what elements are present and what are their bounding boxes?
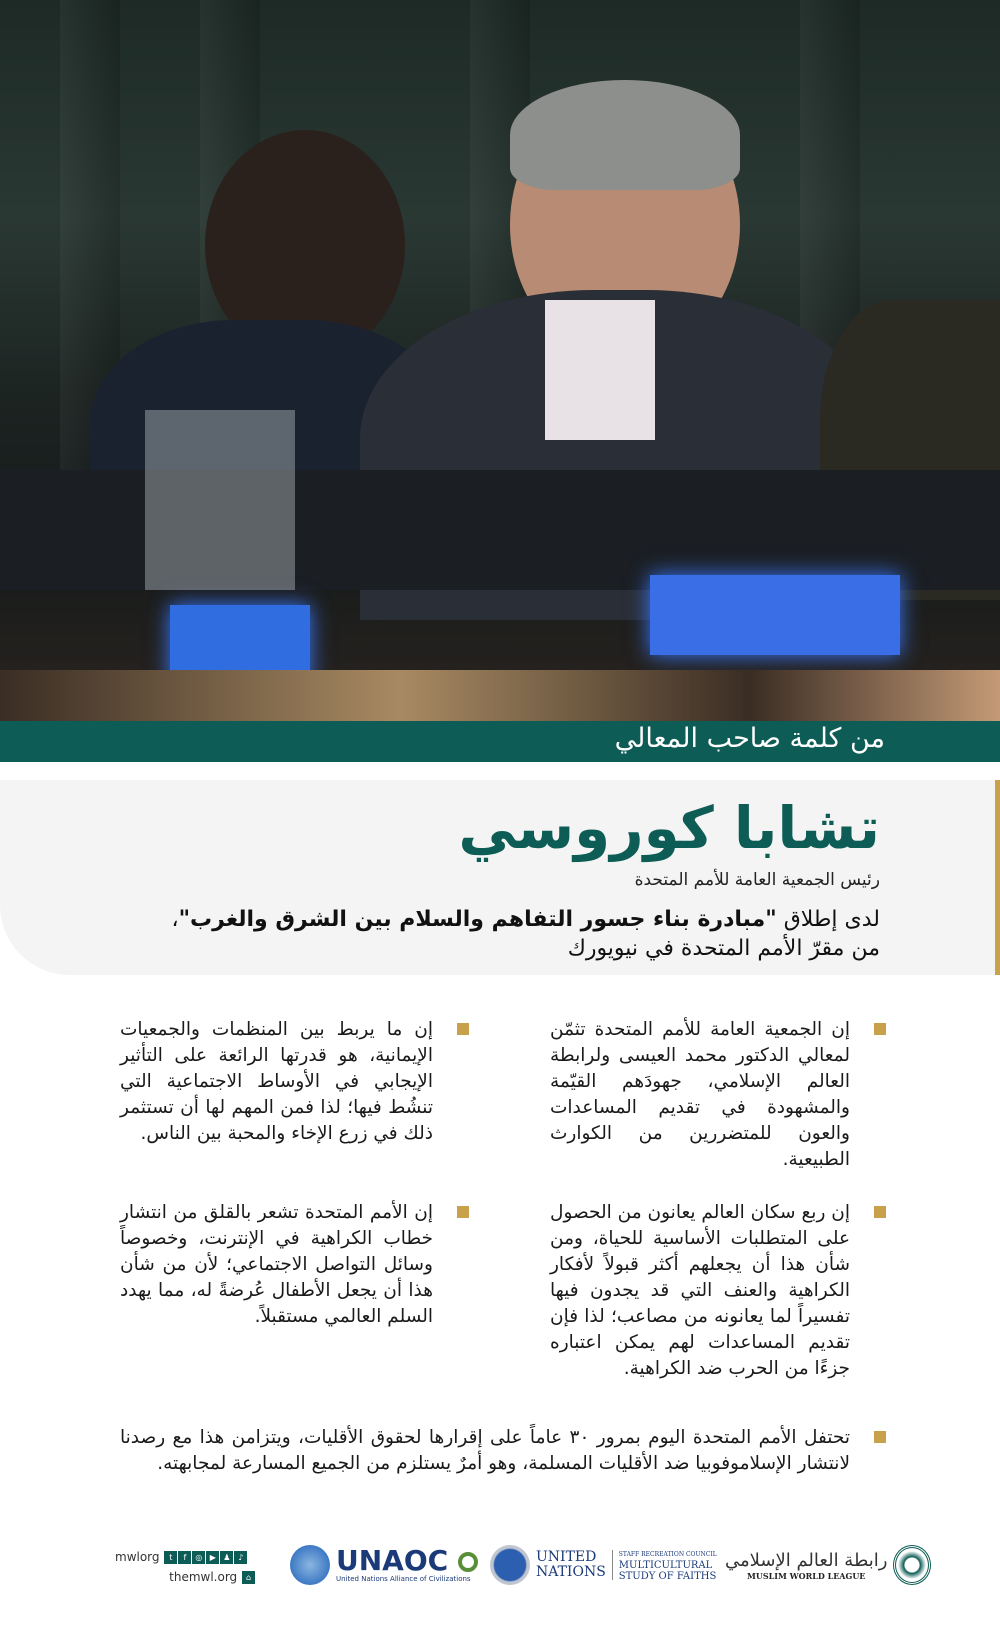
unaoc-subtitle: United Nations Alliance of Civilizations (336, 1575, 471, 1583)
band-title: من كلمة صاحب المعالي (614, 723, 885, 754)
occasion-text (171, 905, 880, 963)
social-links (115, 1550, 255, 1584)
speaker-card (0, 780, 1000, 975)
speaker-name: تشابا كوروسي (458, 794, 880, 862)
bullet-item (550, 1200, 850, 1382)
bullet-text: إن الجمعية العامة للأمم المتحدة تثمّن لمعالي الدكتور محمد العيسى ولرابطة العالم الإسلامي، جهودَهم القيّمة والمشهودة في تقديم المساعدات والعون للمتضررين من الكوارث الطبيعية. (550, 1019, 850, 1170)
unaoc-text: UNAOC (336, 1544, 449, 1577)
youtube-icon[interactable]: ▶ (206, 1551, 219, 1564)
mwl-emblem-icon (893, 1545, 931, 1585)
bullet-square-icon (874, 1023, 886, 1035)
bullet-item (550, 1017, 850, 1173)
occasion-prefix: لدى إطلاق (776, 907, 880, 932)
social-handle: mwlorg (115, 1550, 160, 1564)
bullet-square-icon (457, 1206, 469, 1218)
speaker-role: رئيس الجمعية العامة للأمم المتحدة (634, 870, 880, 890)
un-faiths-logo (490, 1545, 717, 1585)
bullet-square-icon (874, 1206, 886, 1218)
occasion-location: من مقرّ الأمم المتحدة في نيويورك (567, 936, 880, 961)
website-link[interactable]: themwl.org (169, 1570, 238, 1584)
snapchat-icon[interactable]: ♟ (220, 1551, 233, 1564)
eye-icon (458, 1552, 478, 1572)
dove-emblem-icon (490, 1545, 530, 1585)
council-small: STAFF RECREATION COUNCIL (618, 1550, 717, 1558)
mwl-arabic: رابطة العالم الإسلامي (725, 1549, 888, 1571)
footer-logos (0, 1545, 1000, 1595)
bullet-text: إن الأمم المتحدة تشعر بالقلق من انتشار خطاب الكراهية في الإنترنت، وخصوصاً وسائل التواصل الاجتماعي؛ لأن من شأن هذا أن يجعل الأطفال عُرضةً له، مما يهدد السلم العالمي مستقبلاً. (120, 1202, 433, 1327)
council-line2: STUDY OF FAITHS (618, 1570, 717, 1582)
un-emblem-icon (290, 1545, 330, 1585)
section-band (0, 721, 1000, 762)
unaoc-logo (290, 1545, 478, 1585)
hero-photo (0, 0, 1000, 721)
un-line2: NATIONS (536, 1564, 606, 1580)
bullet-text: تحتفل الأمم المتحدة اليوم بمرور ٣٠ عاماً على إقرارها لحقوق الأقليات، ويتزامن هذا مع رصدنا لانتشار الإسلاموفوبيا ضد الأقليات المسلمة، وهو أمرٌ يستلزم من الجميع المسارعة لمجابهته. (120, 1427, 850, 1474)
tiktok-icon[interactable]: ♪ (234, 1551, 247, 1564)
council-line1: MULTICULTURAL (618, 1559, 713, 1571)
bullet-item (120, 1425, 850, 1477)
un-line1: UNITED (536, 1549, 597, 1565)
occasion-suffix: ، (171, 907, 179, 932)
bullet-text: إن ربع سكان العالم يعانون من الحصول على المتطلبات الأساسية للحياة، ومن شأن هذا أن يجعلهم أكثر قبولاً لأفكار الكراهية والعنف التي قد يجدون فيها تفسيراً لما يعانونه من مصاعب؛ لذا فإن تقديم المساعدات لهم يمكن اعتباره جزءًا من الحرب ضد الكراهية. (550, 1202, 850, 1379)
bullet-square-icon (874, 1431, 886, 1443)
twitter-icon[interactable]: t (164, 1551, 177, 1564)
bullet-text: إن ما يربط بين المنظمات والجمعيات الإيمانية، هو قدرتها الرائعة على التأثير الإيجابي في الأوساط الاجتماعية التي تنشُط فيها؛ لذا فمن المهم لها أن تستثمر ذلك في زرع الإخاء والمحبة بين الناس. (120, 1019, 433, 1144)
bullet-item (120, 1017, 433, 1147)
mwl-logo (725, 1545, 931, 1585)
mwl-english: MUSLIM WORLD LEAGUE (747, 1570, 866, 1581)
bullet-square-icon (457, 1023, 469, 1035)
facebook-icon[interactable]: f (178, 1551, 191, 1564)
bullet-item (120, 1200, 433, 1330)
initiative-name: "مبادرة بناء جسور التفاهم والسلام بين الشرق والغرب" (178, 907, 777, 932)
home-icon[interactable]: ⌂ (242, 1571, 255, 1584)
instagram-icon[interactable]: ◎ (192, 1551, 205, 1564)
